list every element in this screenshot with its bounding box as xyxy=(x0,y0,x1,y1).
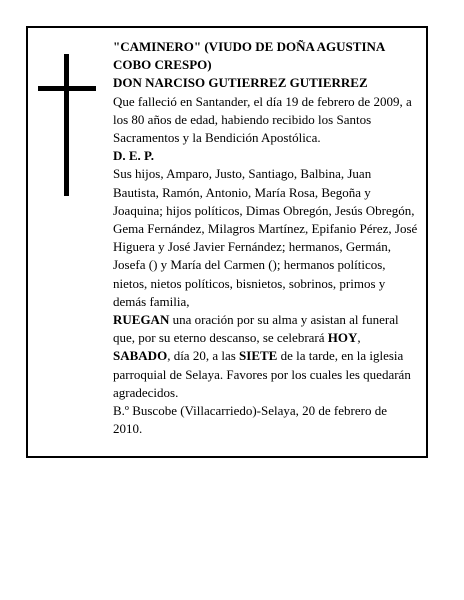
family-list: Sus hijos, Amparo, Justo, Santiago, Balbina, Juan Bautista, Ramón, Antonio, María Rosa, Begoña y Joaquina; hijos políticos, Dimas Obregón, Jesús Obregón, Gema Fernández, Milagros Martínez, Epifanio Pérez, José Higuera y José Javier Fernández; hermanos, Germán, Josefa () y María del Carmen (); hermanos políticos, nietos, nietos políticos, bisnietos, sobrinos, primos y demás familia, xyxy=(113,166,418,309)
ruegan-word: RUEGAN xyxy=(113,312,170,328)
sabado-word: SABADO xyxy=(113,348,168,364)
location-date: B.º Buscobe (Villacarriedo)-Selaya, 20 de febrero de 2010. xyxy=(113,403,387,437)
cross-vertical-bar xyxy=(64,54,69,196)
cross-horizontal-bar xyxy=(38,86,96,91)
cross-icon xyxy=(38,54,96,196)
notice-text xyxy=(113,38,419,438)
death-info: Que falleció en Santander, el día 19 de febrero de 2009, a los 80 años de edad, habiendo recibido los Santos Sacramentos y la Bendición Apostólica. xyxy=(113,93,412,146)
request-comma: , xyxy=(357,330,361,346)
request-text-1: una oración por su alma y asistan al funeral que, por su eterno descanso, se celebrará xyxy=(113,312,399,346)
dep-label: D. E. P. xyxy=(113,148,155,164)
notice-title: "CAMINERO" (VIUDO DE DOÑA AGUSTINA COBO CRESPO) xyxy=(113,39,385,73)
funeral-request xyxy=(113,311,419,402)
hoy-word: HOY xyxy=(327,330,358,346)
request-text-3: de la tarde, en la iglesia parroquial de Selaya. Favores por los cuales les quedarán agradecidos. xyxy=(113,348,411,400)
request-text-2: , día 20, a las xyxy=(167,348,240,364)
siete-word: SIETE xyxy=(239,348,278,364)
deceased-name: DON NARCISO GUTIERREZ GUTIERREZ xyxy=(113,75,368,91)
